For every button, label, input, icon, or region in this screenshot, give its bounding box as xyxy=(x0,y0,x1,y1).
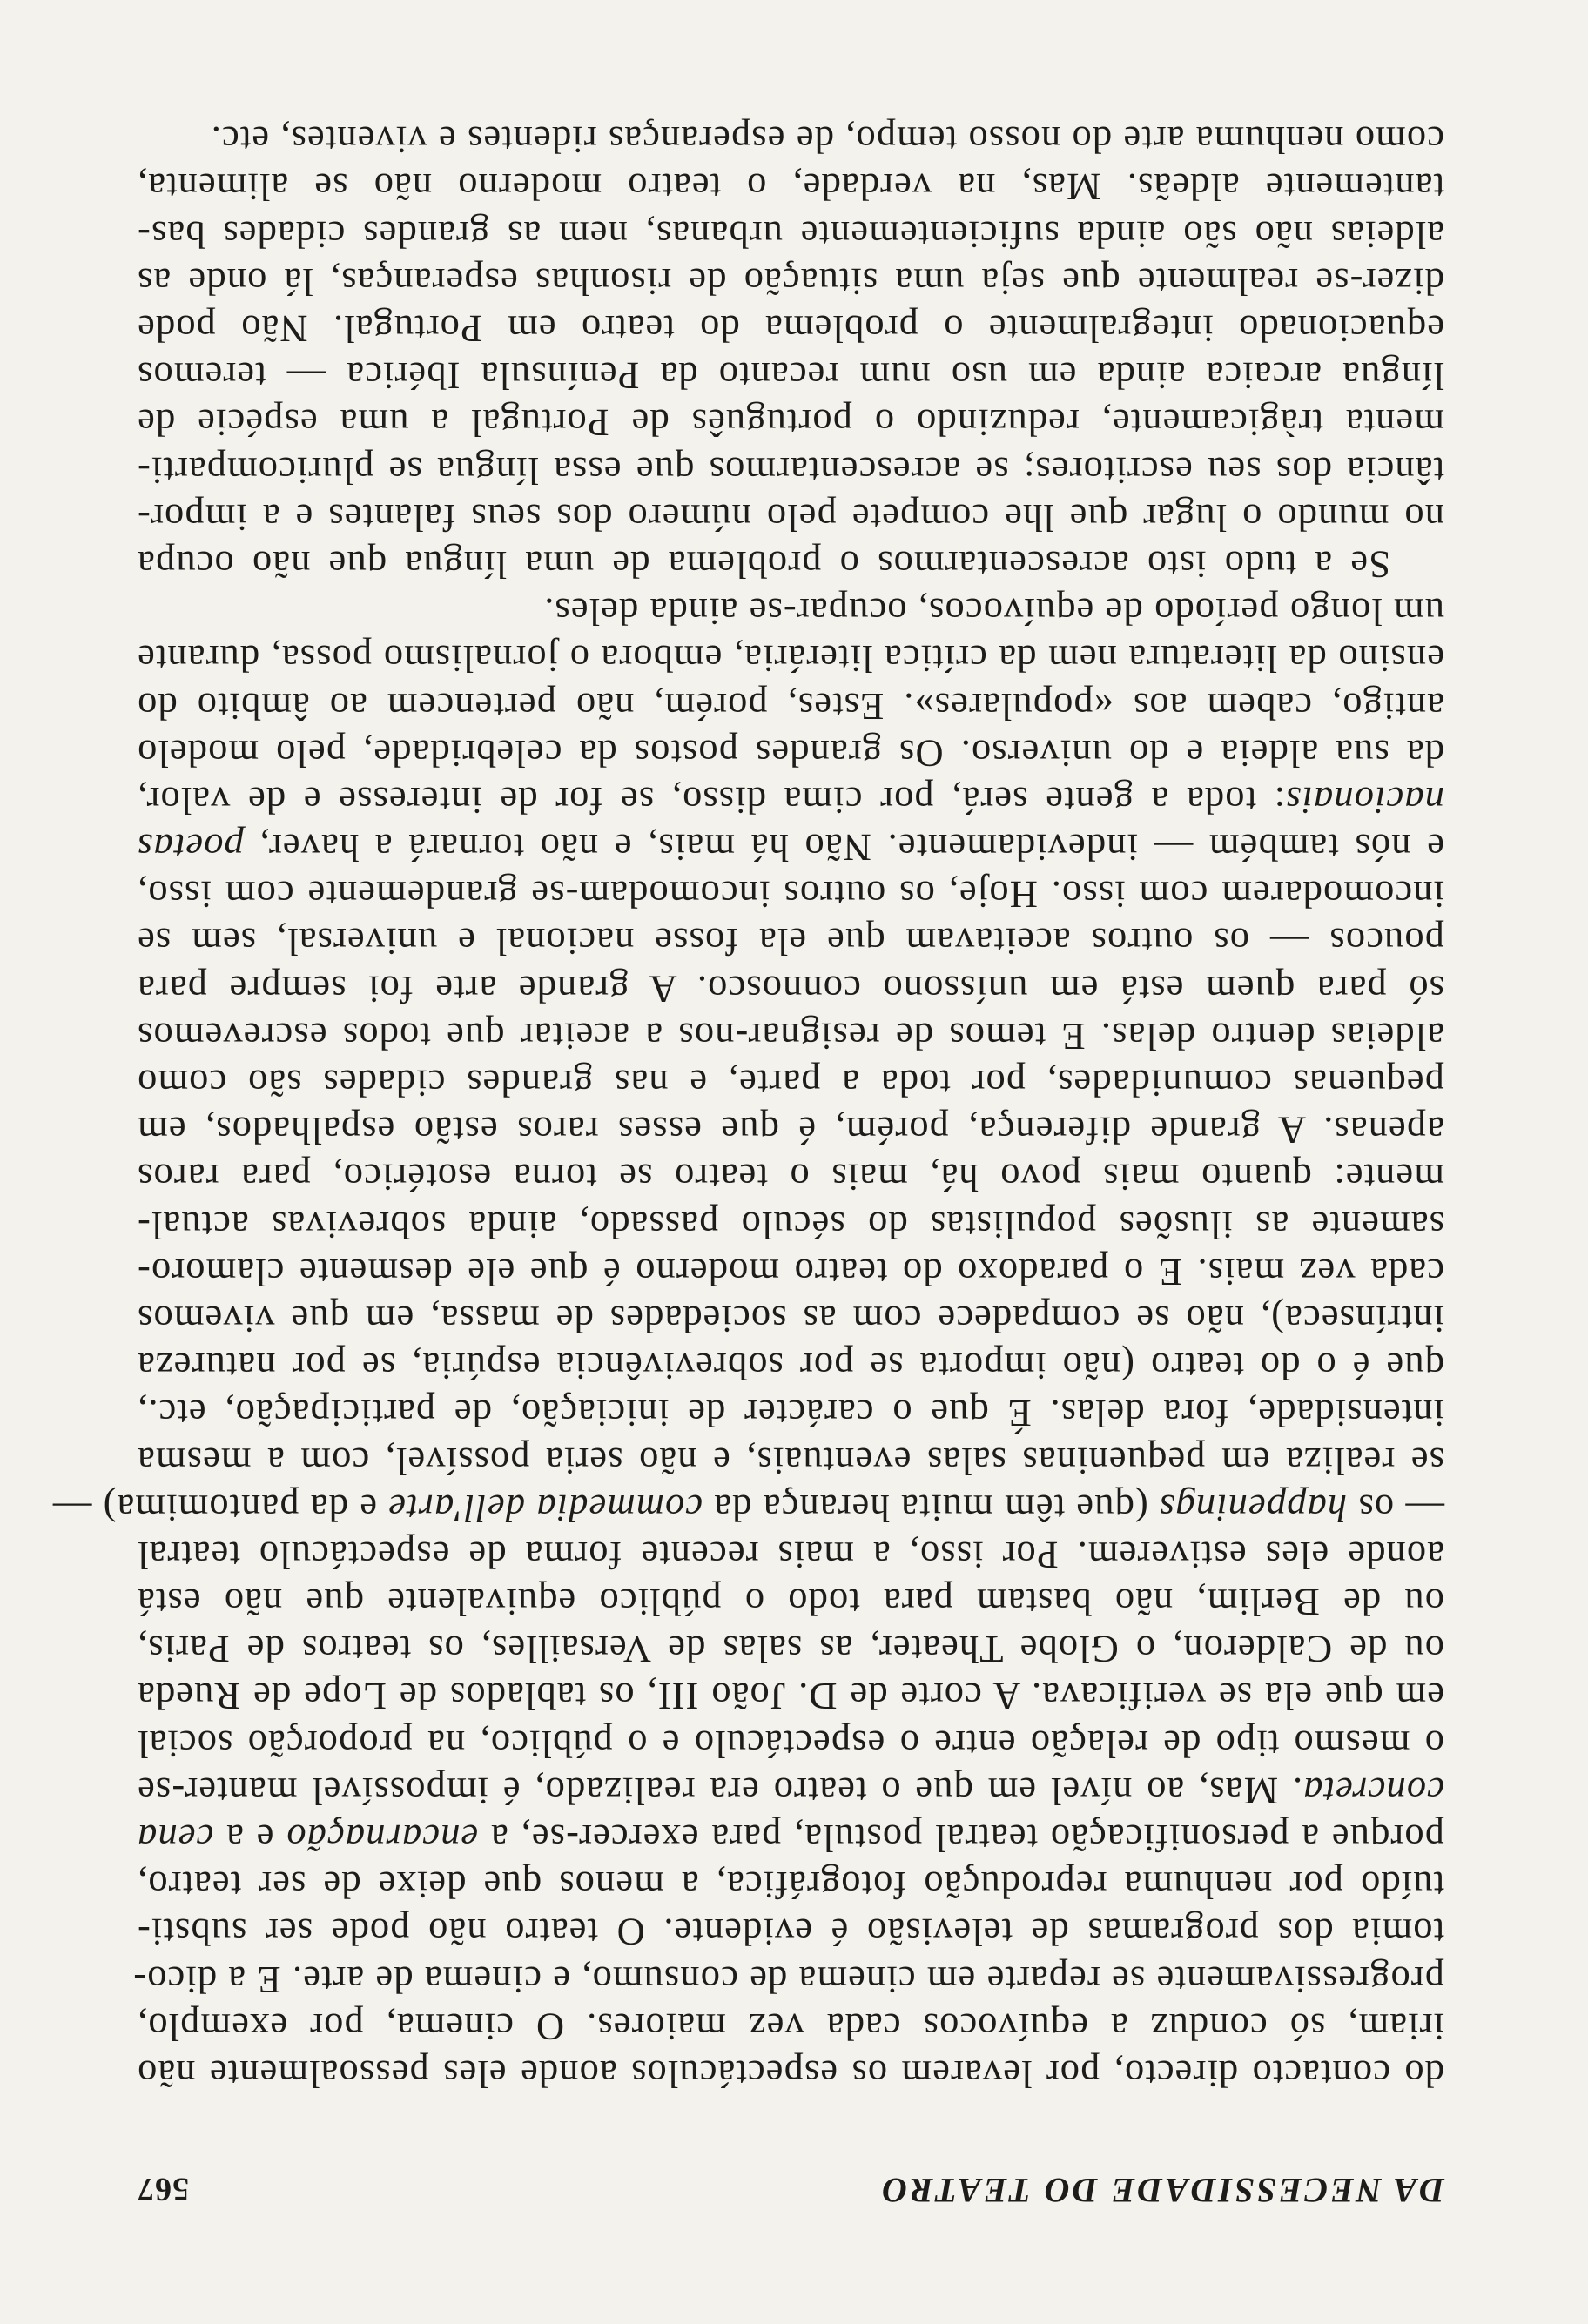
text-segment: incomodarem com isso. Hoje, os outros incomodam-se grandemente com isso, xyxy=(137,873,1444,917)
text-line xyxy=(137,1815,1444,1862)
text-line xyxy=(137,1343,1444,1390)
text-segment: o mesmo tipo de relação entre o espectáculo e o público, na proporção social xyxy=(137,1722,1444,1766)
text-line xyxy=(137,1201,1444,1248)
text-line xyxy=(137,2004,1444,2051)
text-line xyxy=(137,1060,1444,1107)
text-line xyxy=(137,1909,1444,1956)
text-segment: progressivamente se reparte em cinema de consumo, e cinema de arte. E a dico- xyxy=(132,1958,1444,2002)
text-segment: ou de Calderon, o Globe Theater, as salas de Versailles, os teatros de Paris, xyxy=(137,1628,1444,1672)
text-line xyxy=(137,1532,1444,1579)
text-line xyxy=(137,259,1444,306)
text-line xyxy=(137,212,1444,259)
text-segment: intensidade, fora delas. É que o carácter de iniciação, de participação, etc., xyxy=(137,1392,1444,1436)
text-line xyxy=(137,117,1444,164)
text-line xyxy=(51,1485,1444,1532)
text-line xyxy=(137,1768,1444,1815)
text-segment: intrínseca), não se compadece com as sociedades de massa, em que vivemos xyxy=(137,1298,1444,1341)
text-segment: como nenhuma arte do nosso tempo, de esperanças ridentes e viventes, etc. xyxy=(210,118,1444,163)
text-line xyxy=(137,2051,1444,2098)
text-segment: Se a tudo isto acrescentarmos o problema de uma língua que não ocupa xyxy=(137,543,1390,587)
text-segment: tuído por nenhuma reprodução fotográfica, a menos que deixe de ser teatro, xyxy=(137,1864,1444,1908)
italic-term: cena xyxy=(137,1817,214,1861)
text-segment: da sua aldeia e do universo. Os grandes postos da celebridade, pelo modelo xyxy=(137,731,1444,776)
italic-term: encarnação xyxy=(286,1817,479,1861)
text-segment: equacionado integralmente o problema do teatro em Portugal. Não pode xyxy=(137,307,1444,352)
text-segment: mente: quanto mais povo há, mais o teatro se torna esotérico, para raros xyxy=(137,1156,1444,1200)
text-line xyxy=(137,1107,1444,1154)
text-line xyxy=(137,682,1444,729)
text-segment: só para quem está em uníssono connosco. A grande arte foi sempre para xyxy=(137,967,1444,1011)
text-segment: e da pantomima) — xyxy=(51,1486,388,1530)
text-line xyxy=(137,966,1444,1013)
text-line xyxy=(137,1626,1444,1673)
text-segment: antigo, cabem aos «populares». Estes, porém, não pertencem ao âmbito do xyxy=(137,684,1444,729)
text-segment: menta tràgicamente, reduzindo o português de Portugal a uma espécie de xyxy=(137,401,1444,446)
text-line xyxy=(137,494,1444,541)
text-line xyxy=(137,1862,1444,1909)
text-segment: e nós também — indevidamente. Não há mais, e não tornará a haver, xyxy=(243,826,1444,870)
text-segment: aldeias dentro delas. E temos de resignar-nos a aceitar que todos escrevemos xyxy=(137,1014,1444,1058)
text-segment: em que ela se verificava. A corte de D. João III, os tablados de Lope de Rueda xyxy=(137,1675,1444,1719)
text-segment: poucos — os outros aceitavam que ela fosse nacional e universal, sem se xyxy=(137,920,1444,964)
text-line xyxy=(137,541,1444,588)
text-segment: : toda a gente será, por cima disso, se for de interesse e de valor, xyxy=(137,778,1286,823)
text-line xyxy=(137,1673,1444,1720)
text-segment: tantemente aldeãs. Mas, na verdade, o teatro moderno não se alimenta, xyxy=(137,165,1444,210)
text-line xyxy=(137,1390,1444,1437)
italic-term: happenings xyxy=(1158,1486,1348,1530)
text-segment: se realiza em pequeninas salas eventuais, e não seria possível, com a mesma xyxy=(137,1439,1444,1483)
text-line xyxy=(137,447,1444,494)
italic-term: poetas xyxy=(137,826,244,870)
text-line xyxy=(137,777,1444,824)
text-segment: samente as ilusões populistas do século passado, ainda sobrevivas actual- xyxy=(137,1203,1444,1247)
text-segment: porque a personificação teatral postula, para exercer-se, a xyxy=(478,1817,1444,1861)
text-line xyxy=(137,306,1444,353)
text-segment: língua arcaica ainda em uso num recanto da Península Ibérica — teremos xyxy=(137,354,1444,399)
text-segment: aldeias não são ainda suficientemente urbanas, nem as grandes cidades bas- xyxy=(137,212,1444,257)
text-segment: ou de Berlim, não bastam para todo o público equivalente que não está xyxy=(137,1581,1444,1625)
text-line xyxy=(137,353,1444,400)
text-line xyxy=(137,1013,1444,1060)
text-segment: . Mas, ao nível em que o teatro era realizado, é impossível manter-se xyxy=(137,1769,1303,1813)
text-line xyxy=(132,1956,1444,2003)
page-number: 567 xyxy=(137,2171,189,2207)
text-line xyxy=(137,824,1444,871)
text-segment: ensino da literatura nem da crítica literária, embora o jornalismo possa, durante xyxy=(137,637,1444,682)
text-line xyxy=(137,1721,1444,1768)
text-line xyxy=(137,730,1444,777)
text-line xyxy=(137,871,1444,918)
text-line xyxy=(137,1579,1444,1626)
text-segment: aonde eles estiverem. Por isso, a mais recente forma de espectáculo teatral xyxy=(137,1533,1444,1577)
text-segment: cada vez mais. E o paradoxo do teatro moderno é que ele desmente clamoro- xyxy=(137,1250,1444,1294)
text-line xyxy=(137,918,1444,965)
text-segment: (que têm muita herança da xyxy=(703,1486,1159,1530)
text-segment: tância dos seu escritores; se acrescentarmos que essa língua se pluricomparti- xyxy=(137,448,1444,493)
text-segment: e a xyxy=(213,1817,286,1861)
body-text xyxy=(51,117,1444,2098)
text-line xyxy=(137,1437,1444,1484)
text-line xyxy=(137,164,1444,211)
running-header xyxy=(137,2170,1444,2211)
text-line xyxy=(137,1154,1444,1201)
text-line xyxy=(137,635,1444,682)
text-segment: iriam, só conduz a equívocos cada vez maiores. O cinema, por exemplo, xyxy=(137,2005,1444,2049)
text-segment: tomia dos programas de televisão é evidente. O teatro não pode ser substi- xyxy=(137,1911,1444,1955)
text-segment: um longo período de equívocos, ocupar-se ainda deles. xyxy=(543,590,1444,635)
text-segment: que é o do teatro (não importa se por sobrevivência espúria, se por natureza xyxy=(137,1345,1444,1389)
text-segment: do contacto directo, por levarem os espectáculos aonde eles pessoalmente não xyxy=(137,2052,1444,2096)
text-line xyxy=(137,1296,1444,1343)
running-title: DA NECESSIDADE DO TEATRO xyxy=(879,2171,1444,2210)
text-line xyxy=(137,1249,1444,1296)
italic-term: nacionais xyxy=(1285,778,1444,823)
text-segment: dizer-se realmente que seja uma situação de risonhas esperanças, lá onde as xyxy=(137,259,1444,304)
text-line xyxy=(137,588,1444,635)
text-segment: apenas. A grande diferença, porém, é que esses raros estão espalhados, em xyxy=(137,1109,1444,1153)
italic-term: concreta xyxy=(1302,1769,1444,1813)
text-segment: no mundo o lugar que lhe compete pelo número dos seus falantes e a impor- xyxy=(137,495,1444,540)
italic-term: commedia dell'arte xyxy=(387,1486,703,1530)
text-line xyxy=(137,400,1444,447)
text-segment: — os xyxy=(1347,1486,1444,1530)
text-segment: pequenas comunidades, por toda a parte, e nas grandes cidades são como xyxy=(137,1062,1444,1106)
